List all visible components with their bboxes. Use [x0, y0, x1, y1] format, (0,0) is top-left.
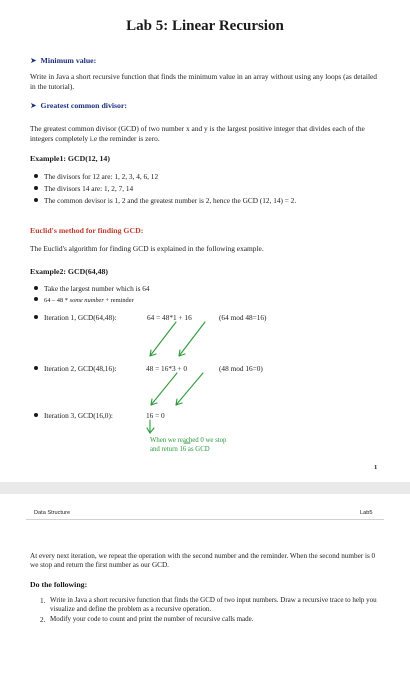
section-heading: Minimum value: — [40, 56, 97, 65]
example2-title: Example2: GCD(64,48) — [30, 267, 108, 276]
task-item: Write in Java a short recursive function that finds the GCD of two input numbers. Draw a recursive trace to help you visualize and define the problem as a recursive operation. — [50, 596, 377, 614]
iteration-explanation: At every next iteration, we repeat the operation with the second number and the reminder. When the second number is 0 we stop and return the first number as our GCD. — [30, 552, 376, 570]
iteration-1-expression: 64 = 48*1 + 16 — [147, 313, 192, 322]
arrow-bullet-icon: ➤ — [30, 56, 37, 65]
header-rule — [26, 519, 384, 520]
task-item: Modify your code to count and print the number of recursive calls made. — [50, 615, 254, 623]
iteration-2: Iteration 2, GCD(48,16): — [34, 364, 117, 373]
arrow-0-to-0 — [176, 373, 203, 405]
iteration-1: Iteration 1, GCD(64,48): — [34, 313, 117, 322]
document-page-2 — [0, 494, 410, 700]
example1-title: Example1: GCD(12, 14) — [30, 154, 110, 163]
arrow-16-to-16-b — [151, 373, 177, 405]
arrow-48-to-48 — [150, 322, 176, 356]
header-left: Data Structure — [34, 510, 71, 516]
task-number: 1. — [40, 596, 46, 605]
gcd-definition-text: The greatest common divisor (GCD) of two number x and y is the largest positive integer that divides each of the integers completely i.e the reminder is zero. — [30, 124, 365, 143]
iteration-3-expression: 16 = 0 — [146, 411, 165, 420]
example1-bullet: The common devisor is 1, 2 and the greatest number is 2, hence the GCD (12, 14) = 2. — [34, 196, 296, 205]
euclid-text: The Euclid's algorithm for finding GCD is explained in the following example. — [30, 244, 264, 253]
header-right: Lab5 — [360, 510, 373, 516]
arrow-bullet-icon: ➤ — [30, 101, 37, 110]
example2-bullet: 64 – 48 * some number + reminder — [34, 297, 134, 304]
page-title: Lab 5: Linear Recursion — [126, 18, 284, 34]
example1-bullet: The divisors 14 are: 1, 2, 7, 14 — [34, 184, 133, 193]
minimum-value-text: Write in Java a short recursive function that finds the minimum value in an array without using any loops (as detailed in the tutorial). — [30, 72, 377, 91]
iteration-2-expression: 48 = 16*3 + 0 — [146, 364, 188, 373]
example2-bullet: Take the largest number which is 64 — [34, 284, 150, 293]
green-note-line-1: When we reached 0 we stop — [150, 437, 227, 444]
example1-bullet: The divisors for 12 are: 1, 2, 3, 4, 6, 12 — [34, 172, 158, 181]
iteration-3: Iteration 3, GCD(16,0): — [34, 411, 113, 420]
do-following-heading: Do the following: — [30, 580, 88, 589]
green-note-line-2: and return 16 as GCD — [150, 446, 210, 453]
euclid-heading: Euclid's method for finding GCD: — [30, 226, 144, 235]
page-number: 1 — [374, 464, 378, 471]
section-heading: Greatest common divisor: — [40, 101, 128, 110]
arrow-16-to-16 — [179, 322, 205, 356]
task-number: 2. — [40, 615, 46, 624]
iteration-1-note: (64 mod 48=16) — [219, 313, 267, 322]
iteration-2-note: (48 mod 16=0) — [219, 364, 263, 373]
